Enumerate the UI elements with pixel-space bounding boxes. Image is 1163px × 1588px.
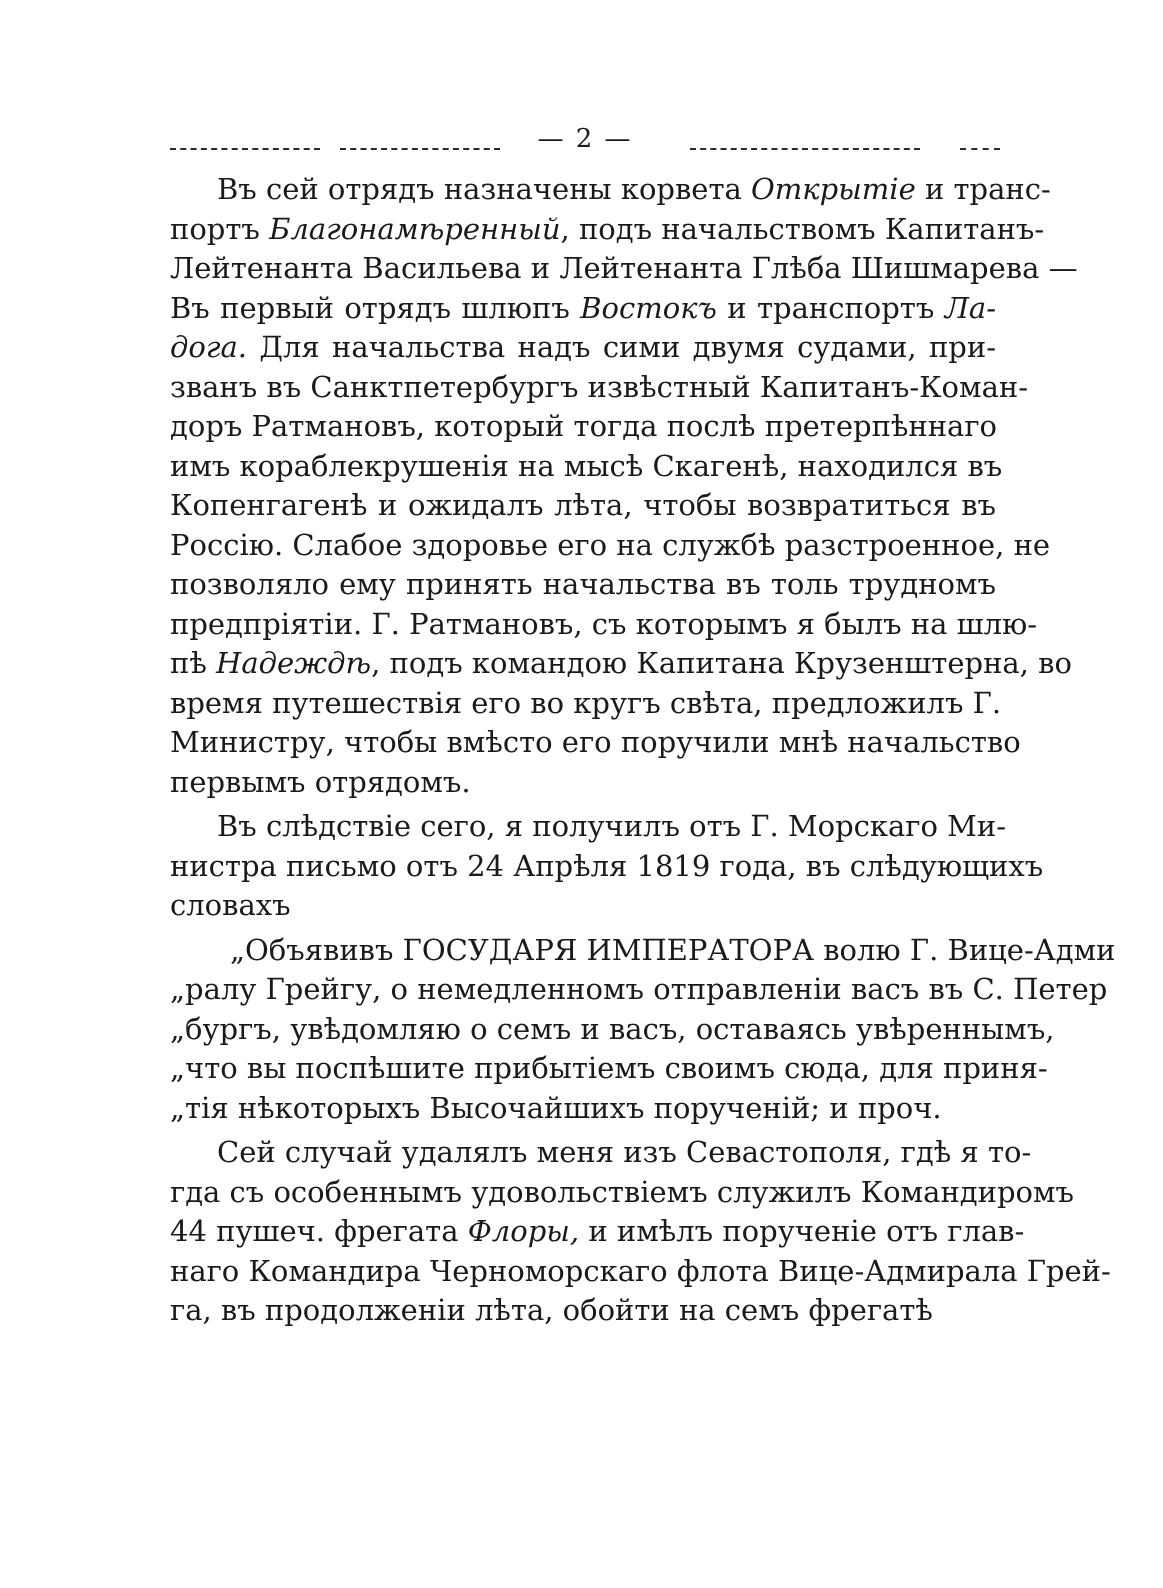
text-run: время путешествія его во кругъ свѣта, предложилъ Г. — [170, 685, 1002, 720]
text-run: и имѣлъ порученіе отъ глав- — [579, 1214, 1025, 1248]
italic-text: дога. — [170, 330, 248, 364]
text-run: словахъ — [170, 888, 291, 922]
text-run: Копенгагенѣ и ожидалъ лѣта, чтобы возвратиться въ — [170, 488, 996, 522]
text-run: Въ первый отрядъ шлюпъ — [170, 290, 581, 325]
header-rule-right-1 — [690, 148, 920, 150]
text-run: , подъ начальствомъ Капитанъ- — [560, 211, 1045, 246]
letter-line — [170, 1089, 996, 1129]
p1-line — [170, 723, 1021, 763]
text-run: „тія нѣкоторыхъ Высочайшихъ порученій; и проч. — [170, 1090, 942, 1125]
text-run: позволяло ему принять начальства въ толь трудномъ — [170, 567, 996, 601]
text-run: Россію. Слабое здоровье его на службѣ разстроенное, не — [170, 527, 1051, 562]
italic-text: Флоры, — [467, 1214, 580, 1248]
text-run: Для начальства надъ сими двумя судами, при- — [247, 330, 996, 364]
p3-line — [170, 1173, 1074, 1213]
text-run: пѣ — [170, 646, 217, 680]
text-run: наго Командира Черноморскаго флота Вице-Адмирала Грей- — [170, 1253, 1111, 1288]
header-rule-left-2 — [340, 148, 500, 150]
page-number: — 2 — — [537, 124, 633, 154]
letter-line — [170, 1049, 1048, 1089]
p1-line — [170, 763, 996, 803]
text-run: га, въ продолженіи лѣта, обойти на семъ фрегатѣ — [170, 1293, 933, 1327]
quoted-letter — [170, 931, 1116, 1129]
p1-line — [170, 249, 1078, 289]
text-run: 44 пушеч. фрегата — [170, 1214, 468, 1248]
p1-line — [170, 210, 1045, 250]
p1-line — [170, 565, 996, 605]
p1-line — [170, 368, 1028, 408]
paragraph-3 — [170, 1133, 1111, 1331]
p1-line — [170, 170, 1051, 210]
text-run: Министру, чтобы вмѣсто его поручили мнѣ начальство — [170, 725, 1021, 759]
letter-line — [170, 931, 1116, 971]
text-run: „ралу Грейгу, о немедленномъ отправленіи васъ въ С. Петер — [170, 972, 1108, 1006]
p1-line — [170, 526, 1051, 566]
p1-line — [170, 447, 1003, 487]
paragraph-2 — [170, 807, 1044, 926]
body-text — [170, 170, 1116, 1331]
text-run: Въ сей отрядъ назначены корвета — [217, 172, 752, 206]
italic-text: Ла- — [944, 290, 996, 325]
text-run: „что вы поспѣшите прибытіемъ своимъ сюда, для приня- — [170, 1051, 1048, 1085]
p3-line — [170, 1133, 1032, 1173]
p1-line — [170, 644, 1072, 684]
text-run: предпріятіи. Г. Ратмановъ, съ которымъ я былъ на шлю- — [170, 606, 1038, 641]
text-run: Лейтенанта Васильева и Лейтенанта Глѣба Шишмарева — — [170, 251, 1078, 285]
text-run: первымъ отрядомъ. — [170, 764, 471, 799]
text-run: портъ — [170, 211, 270, 246]
italic-text: Надеждѣ — [216, 646, 372, 680]
p1-line — [170, 605, 1038, 645]
header-rule-left-1 — [170, 148, 320, 150]
p1-line — [170, 684, 1002, 724]
text-run: „Объявивъ ГОСУДАРЯ ИМПЕРАТОРА волю Г. Вице-Адми — [230, 932, 1116, 967]
text-run: и транс- — [915, 172, 1051, 206]
text-run: Сей случай удалялъ меня изъ Севастополя, гдѣ я то- — [217, 1135, 1032, 1169]
text-run: , подъ командою Капитана Крузенштерна, во — [371, 646, 1072, 680]
letter-line — [170, 1010, 1055, 1050]
paragraph-1 — [170, 170, 1078, 802]
italic-text: Востокъ — [580, 290, 717, 325]
text-run: нистра письмо отъ 24 Апрѣля 1819 года, въ слѣдующихъ — [170, 848, 1044, 883]
p2-line — [170, 886, 996, 926]
text-run: „бургъ, увѣдомляю о семъ и васъ, оставаясь увѣреннымъ, — [170, 1011, 1055, 1046]
p3-line — [170, 1212, 1025, 1252]
text-run: гда съ особеннымъ удовольствіемъ служилъ Командиромъ — [170, 1174, 1074, 1209]
italic-text: Благонамѣренный — [269, 211, 561, 246]
text-run: Въ слѣдствіе сего, я получилъ отъ Г. Морскаго Ми- — [217, 809, 1007, 843]
p1-line — [170, 289, 996, 329]
p2-line — [170, 807, 1007, 847]
letter-line — [170, 970, 1108, 1010]
text-run: званъ въ Санктпетербургъ извѣстный Капитанъ-Коман- — [170, 369, 1028, 404]
p1-line — [170, 486, 996, 526]
p1-line — [170, 407, 996, 447]
page-header — [170, 118, 1010, 158]
text-run: доръ Ратмановъ, который тогда послѣ претерпѣннаго — [170, 409, 997, 443]
text-run: имъ кораблекрушенія на мысѣ Скагенѣ, находился въ — [170, 448, 1003, 483]
p3-line — [170, 1291, 996, 1331]
p1-line — [170, 328, 996, 368]
p3-line — [170, 1252, 1111, 1292]
italic-text: Открытіе — [751, 172, 916, 206]
p2-line — [170, 847, 1044, 887]
text-run: и транспортъ — [716, 290, 945, 325]
header-rule-right-2 — [960, 148, 1000, 150]
